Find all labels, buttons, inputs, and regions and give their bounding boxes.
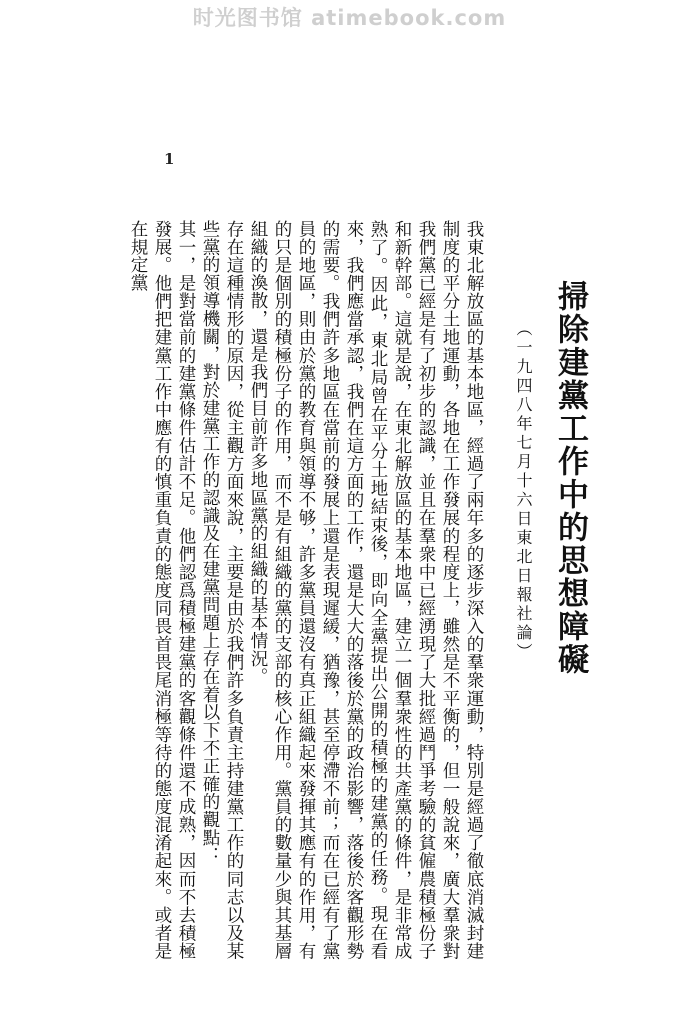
article-title: 掃除建黨工作中的思想障礙 — [552, 280, 588, 676]
page-number: 1 — [164, 150, 175, 168]
body-paragraph: 其一，是對當前的建黨條件估計不足。他們認爲積極建黨的客觀條件還不成熟，因而不去積極發展。他們把建黨工作中應有的慎重負責的態度同畏首畏尾消極等待的態度混淆起來。或者是在規定黨 — [128, 220, 196, 960]
site-watermark: 时光图书馆 atimebook.com — [192, 6, 507, 30]
article-subtitle: （一九四八年七月十六日東北日報社論） — [514, 320, 533, 662]
body-paragraph: 存在這種情形的原因，從主觀方面來說，主要是由於我們許多負責主持建黨工作的同志以及某些黨的領導機關，對於建黨工作的認識及在建黨問題上存在着以下不正確的觀點： — [200, 220, 244, 960]
article-body — [126, 220, 486, 960]
article-page — [120, 180, 590, 980]
body-paragraph: 我東北解放區的基本地區，經過了兩年多的逐步深入的羣衆運動，特別是經過了徹底消滅封建制度的平分土地運動，各地在工作發展的程度上，雖然是不平衡的，但一般說來，廣大羣衆對我們黨已經是有了初步的認識，並且在羣衆中已經湧現了大批經過鬥爭考驗的貧僱農積極份子和新幹部。這就是說，在東北解放區的基本地區，建立一個羣衆性的共產黨的條件，是非常成熟了。因此，東北局曾在平分土地結束後，即向全黨提出公開的積極的建黨的任務。現在看來，我們應當承認，我們在這方面的工作，還是大大的落後於黨的政治影響，落後於客觀形勢的需要。我們許多地區在當前的發展上還是表現遲緩，猶豫，甚至停滯不前；而在已經有了黨員的地區，則由於黨的教育與領導不够，許多黨員還沒有真正組織起來發揮其應有的作用，有的只是個別的積極份子的作用，而不是有組織的黨的支部的核心作用。黨員的數量少與其基層組織的渙散，還是我們目前許多地區黨的組織的基本情況。 — [248, 220, 484, 960]
